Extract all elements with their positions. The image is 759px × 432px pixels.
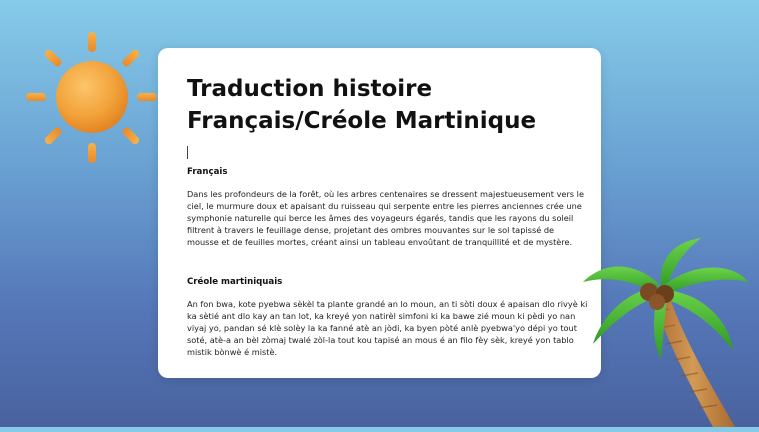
title-line-1: Traduction histoire	[187, 76, 433, 102]
paragraph-line: ciel, le murmure doux et apaisant du ruisseau qui serpente entre les pierres anciennes crée une	[187, 201, 582, 211]
creole-paragraph	[187, 298, 588, 358]
french-heading: Français	[187, 167, 228, 177]
paragraph-line: symphonie naturelle qui berce les âmes des voyageurs égarés, tandis que les rayons du soleil	[187, 213, 574, 223]
paragraph-line: viyaj yo, pandan sé klè solèy la ka fanné atè an jòdi, ka byen pòté anlè pyebwa'yo dépi yo tout	[187, 323, 577, 333]
paragraph-line: An fon bwa, kote pyebwa sèkèl ta plante grandé an lo moun, an ti sòti doux é apaisan dlo rivyè ki	[187, 299, 588, 309]
paragraph-line: mousse et de feuilles mortes, créant ainsi un tableau envoûtant de tranquillité et de mystère.	[187, 237, 573, 247]
sun-icon	[24, 30, 159, 165]
palm-tree-icon	[563, 232, 759, 427]
document-page[interactable]	[158, 48, 601, 378]
text-cursor	[187, 146, 188, 159]
paragraph-line: soté, atè-a an bèl zòmaj twalé zòl-la tout kou tapisé an mous é an filo fèy sèk, kreyé yon tablo	[187, 335, 574, 345]
title-line-2: Français/Créole Martinique	[187, 108, 537, 134]
paragraph-line: mistik bònwè é mistè.	[187, 347, 278, 357]
creole-heading: Créole martiniquais	[187, 277, 283, 287]
document-title	[187, 73, 536, 137]
french-paragraph	[187, 188, 584, 248]
paragraph-line: Dans les profondeurs de la forêt, où les arbres centenaires se dressent majestueusement vers le	[187, 189, 584, 199]
paragraph-line: ka sètié ant dlo kay an tan lot, ka kreyé yon natirèl simfoni ki ka bawe zié moun ki pèdi yo nan	[187, 311, 576, 321]
paragraph-line: filtrent à travers le feuillage dense, projetant des ombres mouvantes sur le sol tapissé de	[187, 225, 555, 235]
